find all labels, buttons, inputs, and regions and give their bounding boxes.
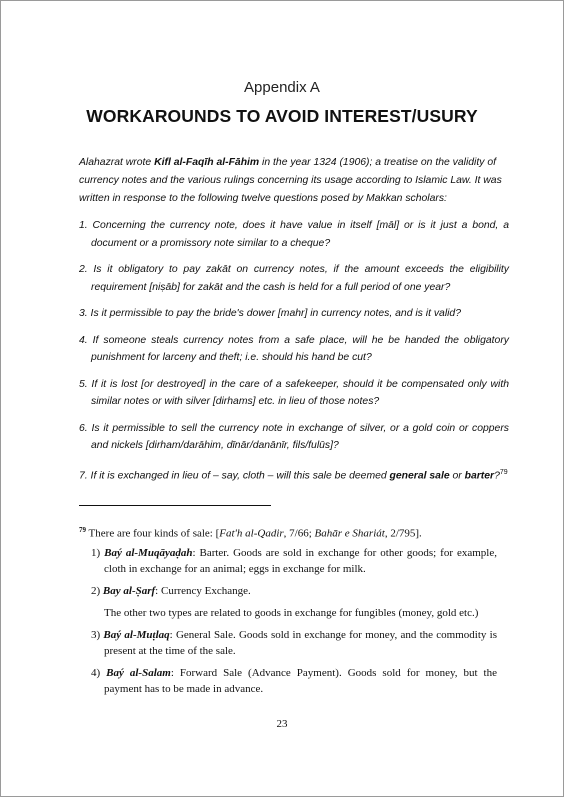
footnote-item-text: : General Sale. Goods sold in exchange for money, and the commodity is present at the time of the sale. bbox=[104, 629, 497, 657]
q7-term-barter: barter bbox=[464, 469, 495, 481]
footnote-item-number: 3) bbox=[91, 629, 104, 641]
footnote-item-text: : Barter. Goods are sold in exchange for other goods; for example, cloth in exchange for an animal; eggs in exchange for milk. bbox=[104, 547, 497, 575]
footnote-item-term: Baý al-Muqāyaḍah bbox=[104, 547, 193, 559]
footnote-sale-types bbox=[91, 545, 497, 703]
footnote-item-number: 2) bbox=[91, 585, 103, 597]
footnote-item-text: : Currency Exchange. bbox=[155, 585, 251, 597]
footnote-item-text: : Forward Sale (Advance Payment). Goods sold for money, but the payment has to be made in advance. bbox=[104, 667, 497, 695]
footnote-mark: 79 bbox=[79, 526, 86, 534]
page-title: WORKAROUNDS TO AVOID INTEREST/USURY bbox=[86, 106, 478, 126]
question-item: 2. Is it obligatory to pay zakāt on currency notes, if the amount exceeds the eligibility requirement [niṣāb] for zakāt and the cash is held for a full period of one year? bbox=[79, 264, 509, 293]
appendix-label: Appendix A bbox=[244, 79, 320, 96]
q7-pre: 7. If it is exchanged in lieu of – say, cloth – will this sale be deemed bbox=[79, 469, 390, 481]
question-item: 1. Concerning the currency note, does it have value in itself [māl] or is it just a bond, a document or a promissory note similar to a cheque? bbox=[79, 220, 509, 249]
footnote-mid: , 7/66; bbox=[283, 527, 315, 540]
footnote-item bbox=[91, 583, 497, 599]
question-list bbox=[79, 217, 509, 493]
question-item: 3. Is it permissible to pay the bride's dower [mahr] in currency notes, and is it valid? bbox=[79, 308, 461, 319]
footnote-divider bbox=[79, 505, 271, 506]
footnote-intro bbox=[79, 522, 509, 542]
q7-mid: or bbox=[449, 469, 465, 481]
question-item-7 bbox=[79, 464, 509, 485]
question-item: 5. If it is lost [or destroyed] in the care of a safekeeper, should it be compensated only with similar notes or with silver [dirhams] etc. in lieu of those notes? bbox=[79, 378, 509, 407]
footnote-item-number: 4) bbox=[91, 667, 107, 679]
footnote-source-1: Fat'h al-Qadir bbox=[219, 527, 284, 540]
q7-term-general-sale: general sale bbox=[389, 469, 450, 481]
footnote-source-2: Bahār e Shariát bbox=[314, 527, 385, 540]
footnote-item-term: Bay al-Ṣarf bbox=[102, 585, 156, 597]
footnote-ref[interactable]: 79 bbox=[499, 468, 508, 476]
footnote-post: , 2/795]. bbox=[384, 527, 422, 540]
intro-paragraph bbox=[79, 154, 507, 208]
intro-book-title: Kifl al-Faqīh al-Fāhim bbox=[154, 157, 260, 168]
footnote-item bbox=[91, 545, 497, 577]
intro-pre: Alahazrat wrote bbox=[79, 157, 155, 168]
footnote-item-term: Baý al-Salam bbox=[106, 667, 171, 679]
q7-post: ? bbox=[494, 469, 500, 481]
footnote-pre: There are four kinds of sale: [ bbox=[86, 527, 220, 540]
question-item: 6. Is it permissible to sell the currency note in exchange of silver, or a gold coin or coppers and nickels [dirham/darāhim, dīnār/danānīr, fils/fulūs]? bbox=[79, 422, 509, 451]
footnote-item bbox=[91, 665, 497, 697]
footnote-item-number: 1) bbox=[91, 547, 105, 559]
question-item: 4. If someone steals currency notes from a safe place, will he be handed the obligatory punishment for larceny and theft; i.e. should his hand be cut? bbox=[79, 334, 509, 363]
page-number: 23 bbox=[276, 718, 288, 730]
footnote-item bbox=[91, 627, 497, 659]
footnote-item-term: Baý al-Muṭlaq bbox=[103, 629, 170, 641]
footnote-note: The other two types are related to goods in exchange for fungibles (money, gold etc.) bbox=[104, 607, 479, 619]
intro-post: in the year 1324 (1906); a treatise on the validity of currency notes and the various rulings concerning its usage according to Islamic Law. It was written in response to the following twelve questions posed by Makkan scholars: bbox=[79, 157, 502, 204]
